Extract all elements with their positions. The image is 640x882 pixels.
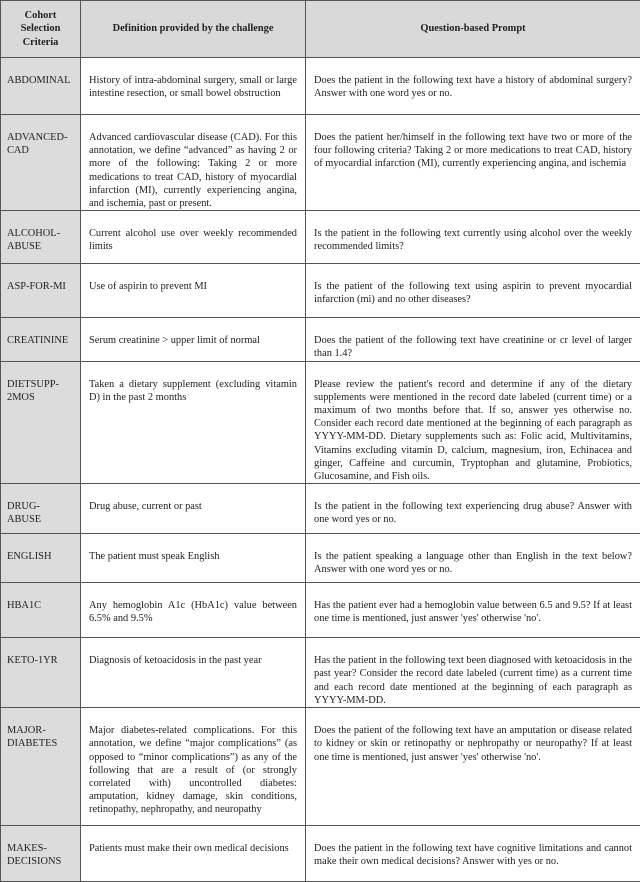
cell-criteria: KETO-1YR [1,638,81,708]
header-definition: Definition provided by the challenge [81,1,306,58]
cell-criteria: MAJOR-DIABETES [1,708,81,826]
cell-prompt: Does the patient of the following text have creatinine or cr level of larger than 1.4? [306,318,640,361]
table-row [1,58,640,115]
table-row [1,534,640,583]
table-row [1,264,640,318]
cell-criteria: HBA1C [1,583,81,638]
table-row [1,826,640,882]
cell-definition: Major diabetes-related complications. For this annotation, we define “major complications” (as opposed to “minor complications”) as any of the following that are a result of (or strongly correlated with) uncontrolled diabetes: amputation, kidney damage, skin conditions, retinopathy, nephropathy, and neuropathy [81,708,306,826]
table-row [1,708,640,826]
table-row [1,211,640,264]
cell-prompt: Is the patient in the following text currently using alcohol over the weekly recommended limits? [306,211,640,264]
cell-prompt: Is the patient of the following text using aspirin to prevent myocardial infarction (mi) and no other diseases? [306,264,640,318]
cell-criteria: CREATININE [1,318,81,361]
header-row [1,1,640,58]
cell-prompt: Does the patient of the following text have an amputation or disease related to kidney or skin or retinopathy or nephropathy or neuropathy? If at least one time is mentioned, just answer 'yes' otherwise 'no'. [306,708,640,826]
cell-criteria: ABDOMINAL [1,58,81,115]
cell-criteria: DIETSUPP-2MOS [1,361,81,484]
header-criteria: Cohort Selection Criteria [1,1,81,58]
cell-criteria: DRUG-ABUSE [1,484,81,534]
cell-definition: The patient must speak English [81,534,306,583]
table-row [1,583,640,638]
cell-prompt: Does the patient in the following text have a history of abdominal surgery? Answer with one word yes or no. [306,58,640,115]
cell-definition: Taken a dietary supplement (excluding vitamin D) in the past 2 months [81,361,306,484]
cell-criteria: ALCOHOL-ABUSE [1,211,81,264]
cell-criteria: ENGLISH [1,534,81,583]
table-row [1,115,640,211]
table-row [1,361,640,484]
cell-criteria: ASP-FOR-MI [1,264,81,318]
cell-criteria: ADVANCED-CAD [1,115,81,211]
cell-prompt: Is the patient in the following text experiencing drug abuse? Answer with one word yes or no. [306,484,640,534]
cell-prompt: Has the patient ever had a hemoglobin value between 6.5 and 9.5? If at least one time is mentioned, just answer 'yes' otherwise 'no'. [306,583,640,638]
table-row [1,318,640,361]
cell-definition: Diagnosis of ketoacidosis in the past year [81,638,306,708]
cell-definition: Serum creatinine > upper limit of normal [81,318,306,361]
cell-definition: Current alcohol use over weekly recommended limits [81,211,306,264]
cell-definition: Any hemoglobin A1c (HbA1c) value between 6.5% and 9.5% [81,583,306,638]
cell-prompt: Please review the patient's record and determine if any of the dietary supplements were mentioned in the record date labeled (current time) or a maximum of two months before that. If so, answer yes otherwise no. Consider each record date mentioned at the beginning of each paragraph as YYYY-MM-DD. Dietary supplements such as: Folic acid, Multivitamins, Vitamins excluding vitamin D, calcium, magnesium, iron, Echinacea and ginger, Caffeine and curcumin, Tryptophan and glutamine, Probiotics, Glucosamine, and Fish oils. [306,361,640,484]
header-prompt: Question-based Prompt [306,1,640,58]
table-row [1,638,640,708]
cell-definition: Patients must make their own medical decisions [81,826,306,882]
cell-definition: Advanced cardiovascular disease (CAD). For this annotation, we define “advanced” as having 2 or more of the following: Taking 2 or more medications to treat CAD, history of myocardial infarction (MI), currently experiencing angina, and ischemia, past or present. [81,115,306,211]
cell-criteria: MAKES-DECISIONS [1,826,81,882]
cell-prompt: Has the patient in the following text been diagnosed with ketoacidosis in the past year? Consider the record date labeled (current time) as a current time and each record date mentioned at the beginning of each paragraph as YYYY-MM-DD. [306,638,640,708]
cell-prompt: Does the patient her/himself in the following text have two or more of the four following criteria? Taking 2 or more medications to treat CAD, history of myocardial infarction (MI), currently experiencing angina, and ischemia [306,115,640,211]
cell-definition: Drug abuse, current or past [81,484,306,534]
cell-prompt: Is the patient speaking a language other than English in the text below? Answer with one word yes or no. [306,534,640,583]
cell-definition: Use of aspirin to prevent MI [81,264,306,318]
cell-prompt: Does the patient in the following text have cognitive limitations and cannot make their own medical decisions? Answer with yes or no. [306,826,640,882]
table-row [1,484,640,534]
cell-definition: History of intra-abdominal surgery, small or large intestine resection, or small bowel obstruction [81,58,306,115]
